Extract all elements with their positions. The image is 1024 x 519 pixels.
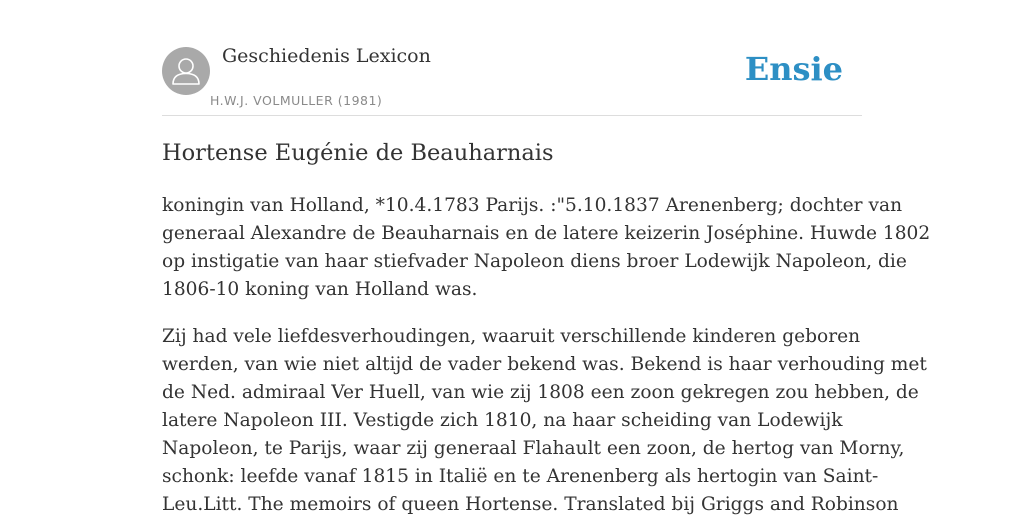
brand-logo[interactable]: Ensie bbox=[744, 50, 843, 88]
page-container bbox=[162, 0, 931, 515]
paragraph-line: latere Napoleon III. Vestigde zich 1810, na haar scheiding van Lodewijk bbox=[162, 410, 843, 431]
article-paragraph bbox=[162, 323, 927, 519]
paragraph-line: koningin van Holland, *10.4.1783 Parijs. :"5.10.1837 Arenenberg; dochter van bbox=[162, 195, 903, 216]
source-author[interactable]: H.W.J. VOLMULLER (1981) bbox=[210, 93, 383, 108]
article-title: Hortense Eugénie de Beauharnais bbox=[162, 140, 554, 166]
paragraph-line: werden, van wie niet altijd de vader bekend was. Bekend is haar verhouding met bbox=[162, 354, 927, 375]
paragraph-line: generaal Alexandre de Beauharnais en de latere keizerin Joséphine. Huwde 1802 bbox=[162, 223, 931, 244]
article-paragraph bbox=[162, 192, 931, 304]
source-avatar[interactable] bbox=[162, 47, 210, 95]
paragraph-line: Leu.Litt. The memoirs of queen Hortense. Translated bij Griggs and Robinson bbox=[162, 494, 899, 515]
paragraph-line: Napoleon, te Parijs, waar zij generaal Flahault een zoon, de hertog van Morny, bbox=[162, 438, 905, 459]
paragraph-line: 1806-10 koning van Holland was. bbox=[162, 279, 478, 300]
source-header bbox=[162, 0, 862, 116]
paragraph-line: Zij had vele liefdesverhoudingen, waaruit verschillende kinderen geboren bbox=[162, 326, 861, 347]
paragraph-line: de Ned. admiraal Ver Huell, van wie zij 1808 een zoon gekregen zou hebben, de bbox=[162, 382, 919, 403]
paragraph-line: schonk: leefde vanaf 1815 in Italië en te Arenenberg als hertogin van Saint- bbox=[162, 466, 879, 487]
paragraph-line: op instigatie van haar stiefvader Napoleon diens broer Lodewijk Napoleon, die bbox=[162, 251, 907, 272]
source-title[interactable]: Geschiedenis Lexicon bbox=[222, 45, 431, 67]
user-icon bbox=[162, 47, 210, 95]
